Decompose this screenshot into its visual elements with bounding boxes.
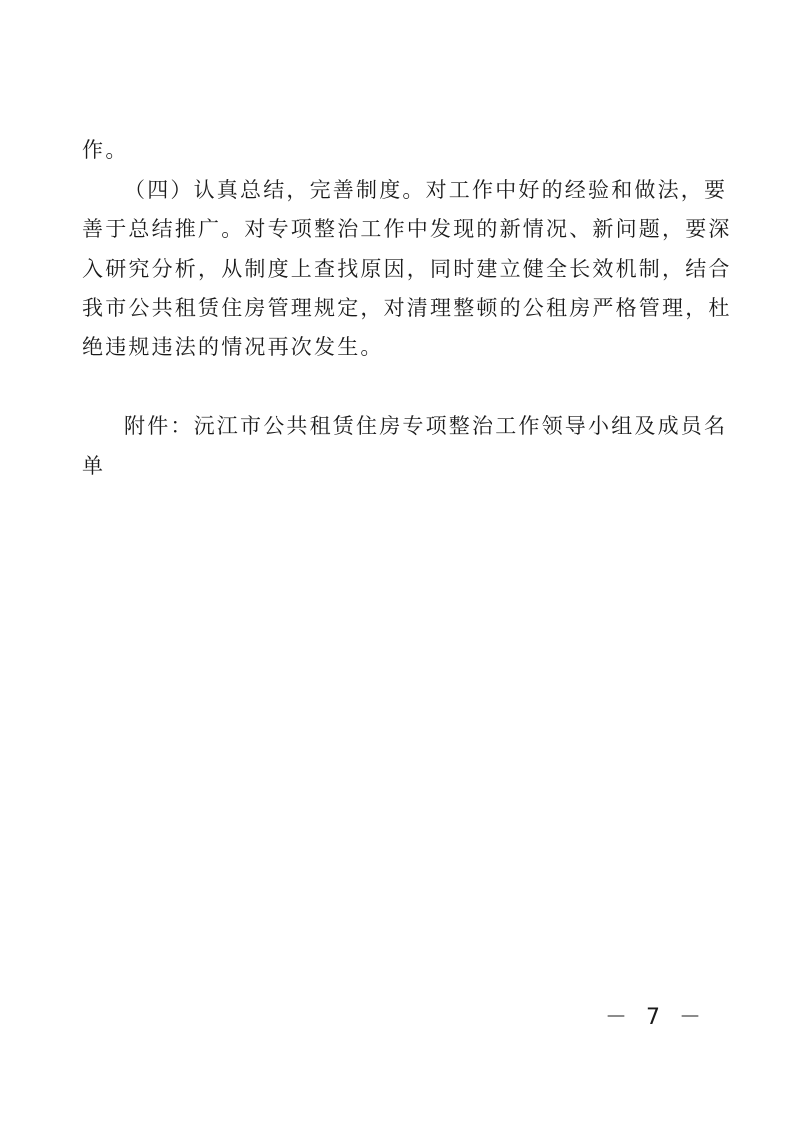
attachment-line-2: 单 <box>82 454 106 478</box>
paragraph-line-3: 善于总结推广。对专项整治工作中发现的新情况、新问题，要深 <box>82 217 732 241</box>
paragraph-line-1: 作。 <box>82 138 129 162</box>
paragraph-line-5: 我市公共租赁住房管理规定，对清理整顿的公租房严格管理，杜 <box>82 296 732 320</box>
paragraph-line-4: 入研究分析，从制度上查找原因，同时建立健全长效机制，结合 <box>82 257 732 281</box>
paragraph-line-6: 绝违规违法的情况再次发生。 <box>82 335 384 359</box>
page-number: － 7 － <box>605 1005 707 1030</box>
attachment-line-1: 附件：沅江市公共租赁住房专项整治工作领导小组及成员名 <box>124 414 728 438</box>
paragraph-line-2: （四）认真总结，完善制度。对工作中好的经验和做法，要 <box>124 178 728 202</box>
